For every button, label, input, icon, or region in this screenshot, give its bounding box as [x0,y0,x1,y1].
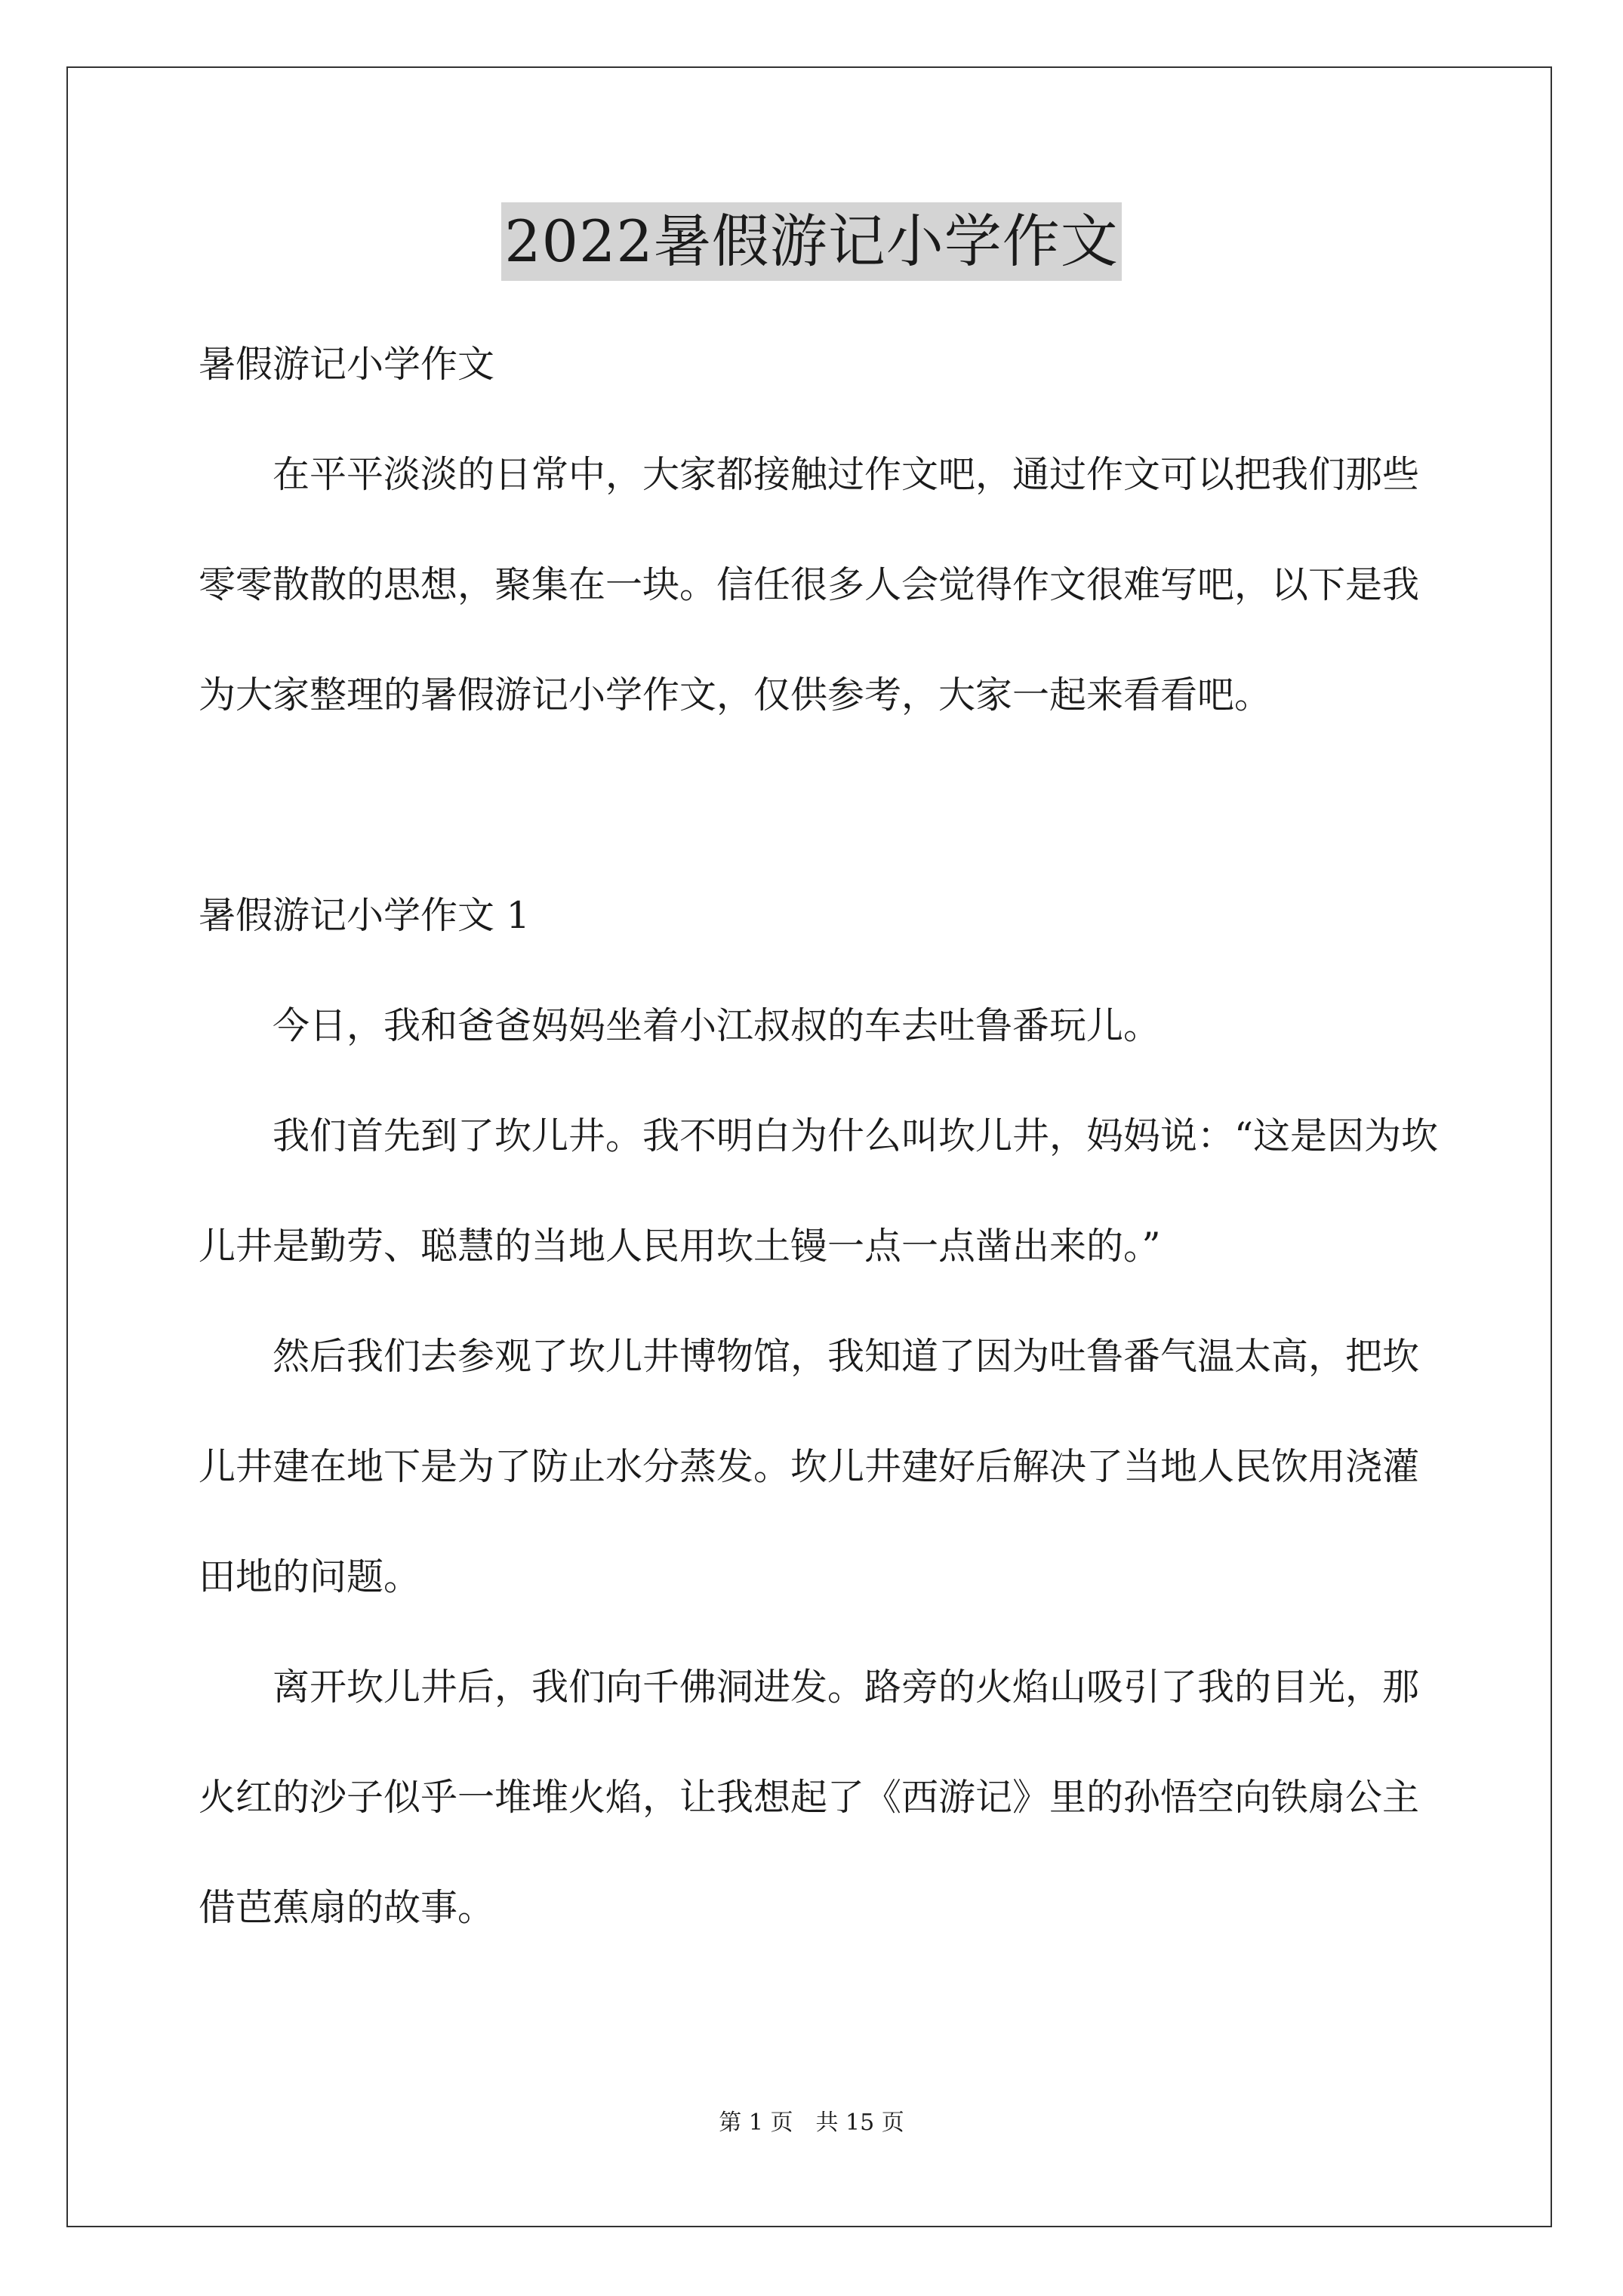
body-paragraph: 我们首先到了坎儿井。我不明白为什么叫坎儿井，妈妈说：“这是因为坎儿井是勤劳、聪慧的当地人民用坎土镘一点一点凿出来的。” [199,1114,1439,1268]
document-body [199,310,1444,1963]
section-heading: 暑假游记小学作文 1 [199,894,530,937]
title-container [0,202,1623,281]
page-indicator: 第 1 页 共 15 页 [719,2110,904,2136]
body-paragraph: 今日，我和爸爸妈妈坐着小江叔叔的车去吐鲁番玩儿。 [273,1004,1161,1047]
body-paragraph: 离开坎儿井后，我们向千佛洞进发。路旁的火焰山吸引了我的目光，那火红的沙子似乎一堆堆火焰，让我想起了《西游记》里的孙悟空向铁扇公主借芭蕉扇的故事。 [199,1666,1420,1929]
page-footer [0,2108,1623,2138]
intro-paragraph: 在平平淡淡的日常中，大家都接触过作文吧，通过作文可以把我们那些零零散散的思想，聚集在一块。信任很多人会觉得作文很难写吧，以下是我为大家整理的暑假游记小学作文，仅供参考，大家一起来看看吧。 [199,453,1420,717]
document-title: 2022暑假游记小学作文 [501,202,1121,281]
section-spacer [199,750,1444,861]
document-subtitle: 暑假游记小学作文 [199,343,495,386]
body-paragraph: 然后我们去参观了坎儿井博物馆，我知道了因为吐鲁番气温太高，把坎儿井建在地下是为了防止水分蒸发。坎儿井建好后解决了当地人民饮用浇灌田地的问题。 [199,1335,1420,1598]
